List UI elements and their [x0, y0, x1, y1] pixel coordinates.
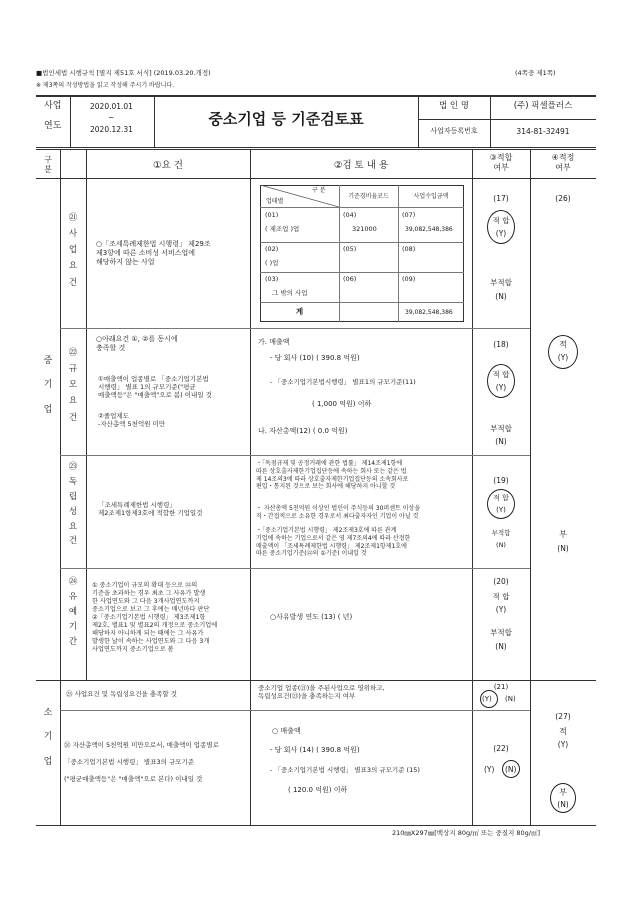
- s5-requirement: ㉕ 사업요건 및 독립성요건을 충족할 것: [66, 690, 178, 698]
- reg-number-label: 사업자등록번호: [430, 127, 478, 135]
- s3-review-1: ・「독점규제 및 공정거래에 관한 법률」 제14조제1항에 따른 상호출자제한기업집단등에 속하는 회사 또는 같은 법 제 14조의3에 따라 상호출자제한기업집단등의 소속회사로 편입・통지된 것으로 보는 회사에 해당하지 아니할 것: [256, 460, 409, 491]
- s2-fit-number: (18): [493, 340, 509, 349]
- small-final-number: (27): [555, 712, 571, 721]
- paper-spec-footer: 210㎜X297㎜[백상지 80g/㎡ 또는 중질지 80g/㎡]: [392, 829, 541, 837]
- s4-review: ○사유발생 연도 (13) ( 년): [270, 613, 353, 621]
- s5-review: 중소기업 업종(㉑)을 주된사업으로 영위하고, 독립성요건(㉓)을 충족하는지 여부: [258, 684, 385, 701]
- s1-fit-no: 부적합: [490, 278, 512, 287]
- s5-fit-y: (Y): [482, 695, 492, 703]
- s3-review-3: ・「중소기업기본법 시행령」 제2조제3호에 따른 관계 기업에 속하는 기업으로서 같은 영 제7조의4에 따라 산정한 매출액이 「조세특례제한법 시행령」 제2조제1항제1호에 따른 중소기업기준(㉒의 ①기준) 이내일 것: [256, 527, 411, 558]
- corp-name-label: 법 인 명: [438, 101, 470, 111]
- s1-row2-rev-num: (08): [402, 245, 416, 253]
- corp-name-value: (주) 픽셀플러스: [513, 101, 573, 111]
- s1-table-head-biz: 업태별: [266, 198, 284, 205]
- s1-row2-num: (02): [265, 245, 279, 253]
- s2-review-scale-standard: - 「중소기업기본법시행령」 별표1의 규모기준(11): [270, 378, 416, 386]
- s2-requirement-2: ②졸업제도 -자산총액 5천억원 미만: [98, 412, 166, 429]
- reg-number-value: 314-81-32491: [516, 127, 570, 136]
- s2-requirement-1: ①매출액이 업종별로 「중소기업기본법 시행령」 별표 1의 규모기준("평균 매출액등"은 "매출액"으로 봄) 이내일 것: [98, 375, 212, 400]
- s5-fit-number: (21): [493, 683, 509, 691]
- s2-review-company-revenue: - 당 회사 (10) ( 390.8 억원): [270, 354, 360, 362]
- s3-fit-yes: 적 합: [493, 494, 509, 502]
- s2-fit-no: 부적합: [490, 424, 512, 433]
- s1-row2-code-num: (05): [343, 245, 357, 253]
- s2-requirement-main: ○아래요건 ①, ②를 동시에 충족할 것: [96, 335, 178, 352]
- col-header-requirement: ①요 건: [153, 160, 183, 171]
- s3-review-2: ・ 자산총액 5천억원 이상인 법인이 주식등의 30퍼센트 이상을 직・간접적으로 소유한 경우로서 최다출자자인 기업이 아닐 것: [256, 505, 421, 520]
- s1-row1-code-num: (04): [343, 211, 357, 219]
- s6-review-revenue-label: ○ 매출액: [272, 727, 301, 735]
- s4-label: ㉔ 유 예 기 간: [68, 577, 78, 647]
- s4-requirement: ① 중소기업이 규모의 확대 등으로 ㉒의 기준을 초과하는 경우 최초 그 사유가 발생 한 사업연도와 그 다음 3개사업연도까지 중소기업으로 보고 그 후에는 매년마다 판단 ②「중소기업기본법 시행령」 제3조제1항 제2호, 별표1 및 별표2의 개정으로 중소기업에 해당하지 아니하게 되는 때에는 그 사유가 발생한 날이 속하는 사업연도와 그 다음 3개 사업연도까지 중소기업으로 봄: [92, 582, 218, 653]
- s1-fit-y: (Y): [495, 229, 507, 238]
- s4-fit-no: 부적합: [490, 628, 512, 637]
- instruction-note: ※ 제3쪽의 작성방법을 읽고 작성해 주시기 바랍니다.: [36, 82, 175, 89]
- s1-row1-rev-num: (07): [402, 211, 416, 219]
- col-header-fit: ③적합 여부: [489, 153, 513, 172]
- s1-fit-yes: 적 합: [492, 216, 510, 225]
- s6-review-scale-limit: ( 120.0 억원) 이하: [288, 786, 348, 794]
- law-reference: ■법인세법 시행규칙 [별지 제51호 서식] (2019.03.20.개정): [36, 69, 211, 77]
- s4-fit-y: (Y): [495, 605, 507, 614]
- s1-requirement: ○「조세특례제한법 시행령」 제29조 제3항에 따른 소비성 서비스업에 해당하지 않는 사업: [96, 240, 211, 266]
- s4-fit-n: (N): [495, 642, 507, 651]
- s6-fit-number: (22): [493, 744, 509, 753]
- s1-total-revenue: 39,082,548,386: [405, 309, 453, 316]
- s6-requirement: ㉖ 자산총액이 5천억원 미만으로서, 매출액이 업종별로 「중소기업기본법 시행령」 별표3의 규모기준 ("평균매출액등"은 "매출액"으로 본다) 이내일 것: [64, 741, 219, 783]
- s1-label: ㉑ 사 업 요 건: [68, 213, 78, 288]
- s2-fit-y: (Y): [495, 383, 507, 392]
- s4-fit-number: (20): [493, 577, 509, 586]
- sme-final-n: (N): [557, 544, 569, 553]
- s1-row2-business: ( )업: [265, 259, 279, 267]
- s1-row3-business: 그 밖의 사업: [272, 289, 308, 297]
- sme-final-y: (Y): [557, 353, 569, 362]
- form-title: 중소기업 등 기준검토표: [208, 110, 364, 128]
- side-label-small: 소 기 업: [43, 708, 53, 767]
- s1-row3-rev-num: (09): [402, 275, 416, 283]
- s1-table-head-revenue: 사업수입금액: [413, 193, 449, 200]
- s2-review-revenue-label: 가. 매출액: [258, 338, 290, 346]
- sme-final-yes: 적: [559, 340, 567, 349]
- small-final-yes: 적: [559, 727, 567, 736]
- s6-fit-n: (N): [505, 765, 517, 774]
- s3-fit-y: (Y): [496, 506, 506, 514]
- page-reference: (4쪽중 제1쪽): [515, 69, 556, 77]
- period-separator: ~: [108, 113, 115, 122]
- small-final-n: (N): [557, 800, 569, 809]
- col-header-review: ②검 토 내 용: [333, 160, 389, 171]
- s2-review-scale-limit: ( 1,000 억원) 이하: [312, 400, 372, 408]
- s1-row1-code: 321000: [352, 225, 377, 233]
- s1-row1-num: (01): [265, 211, 279, 219]
- s4-fit-yes: 적 합: [492, 592, 510, 601]
- s1-fit-number: (17): [493, 194, 509, 203]
- s6-review-company-revenue: - 당 회사 (14) ( 390.8 억원): [270, 746, 360, 754]
- s6-review-scale-standard: - 「중소기업기본법 시행령」 별표3의 규모기준 (15): [270, 766, 420, 774]
- s3-requirement: 「조세특례제한법 시행령」 제2조제1항제3호에 적합한 기업일것: [98, 501, 203, 518]
- side-label-sme: 중 기 업: [43, 356, 53, 415]
- s1-final-number: (26): [555, 194, 571, 203]
- s2-fit-n: (N): [495, 437, 507, 446]
- s5-fit-n: (N): [505, 695, 516, 703]
- col-header-gubun: 구 분: [44, 155, 52, 174]
- small-final-y: (Y): [557, 740, 569, 749]
- s3-fit-n: (N): [496, 541, 506, 549]
- s2-label: ㉒ 규 모 요 건: [68, 348, 78, 423]
- s2-fit-yes: 적 합: [492, 370, 510, 379]
- s1-fit-n: (N): [495, 292, 507, 301]
- s3-fit-number: (19): [493, 476, 509, 485]
- s3-fit-no: 부적합: [491, 529, 511, 537]
- period-start: 2020.01.01: [90, 102, 133, 111]
- s2-review-total-assets: 나. 자산총액(12) ( 0.0 억원): [258, 427, 348, 435]
- s1-table-head-gubun: 구 분: [312, 187, 326, 194]
- s1-row3-num: (03): [265, 275, 279, 283]
- period-end: 2020.12.31: [90, 125, 133, 134]
- fiscal-year-label-1: 사업: [44, 101, 62, 111]
- small-final-no: 부: [559, 788, 567, 797]
- col-header-fit-final: ④적정 여부: [551, 153, 575, 172]
- fiscal-year-label-2: 연도: [44, 121, 62, 131]
- s1-row3-code-num: (06): [343, 275, 357, 283]
- s1-row1-revenue: 39,082,548,386: [405, 226, 453, 233]
- s1-total-label: 계: [295, 307, 304, 316]
- s3-label: ㉓ 독 립 성 요 건: [68, 462, 78, 547]
- s1-row1-business: ( 제조업 )업: [265, 225, 300, 233]
- s6-fit-y: (Y): [484, 765, 495, 774]
- s1-table-head-code: 기준경비율코드: [348, 193, 389, 200]
- sme-final-no: 부: [559, 530, 567, 539]
